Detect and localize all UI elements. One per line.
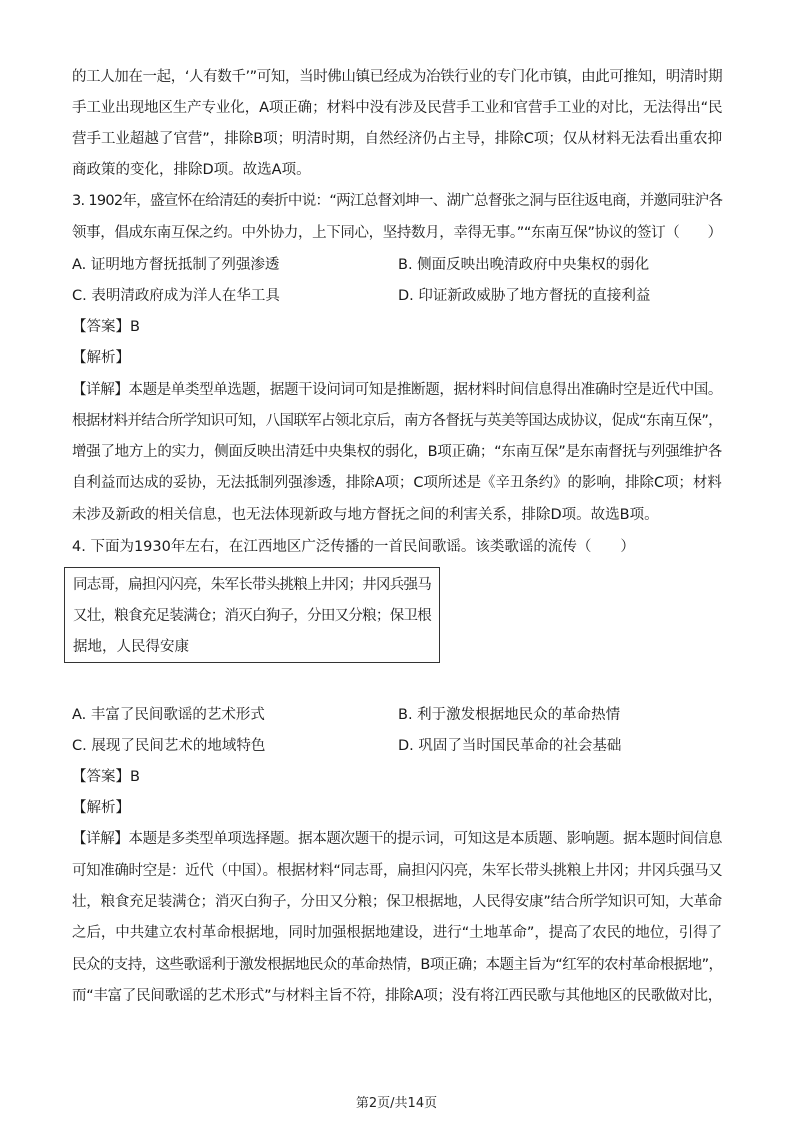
q4-quote-line-1: 同志哥，扁担闪闪亮，朱军长带头挑粮上井冈；井冈兵强马 [73,577,431,593]
q3-option-d: D. 印证新政威胁了地方督抚的直接利益 [398,288,651,304]
q4-detail-line-3: 壮，粮食充足装满仓；消灭白狗子，分田又分粮；保卫根据地，人民得安康”结合所学知识可知，大革命 [72,894,723,910]
q3-option-a: A. 证明地方督抚抵制了列强渗透 [72,257,280,273]
q3-analysis-label: 【解析】 [72,350,130,366]
q4-quote-box [64,567,440,663]
q4-option-a: A. 丰富了民间歌谣的艺术形式 [72,707,265,723]
intro-line-2: 手工业出现地区生产专业化，A项正确；材料中没有涉及民营手工业和官营手工业的对比，无法得出“民 [72,100,723,116]
q4-stem: 4. 下面为1930年左右，在江西地区广泛传播的一首民间歌谣。该类歌谣的流传（ ） [72,539,635,555]
q3-stem-line-2: 领事，倡成东南互保之约。中外协力，上下同心，坚持数月，幸得无事。”“东南互保”协议的签订（ ） [72,225,722,241]
q3-detail-line-5: 未涉及新政的相关信息，也无法体现新政与地方督抚之间的利害关系，排除D项。故选B项。 [72,507,659,523]
q4-quote-line-3: 据地，人民得安康 [73,639,189,655]
q3-detail-line-4: 自利益而达成的妥协，无法抵制列强渗透，排除A项；C项所述是《辛丑条约》的影响，排除C项；材料 [72,475,722,491]
q3-option-c: C. 表明清政府成为洋人在华工具 [72,288,280,304]
q4-detail-line-1: 【详解】本题是多类型单项选择题。据本题次题干的提示词，可知这是本质题、影响题。据本题时间信息 [72,831,722,847]
q4-detail-line-4: 之后，中共建立农村革命根据地，同时加强根据地建设，进行“土地革命”，提高了农民的地位，引得了 [72,925,723,941]
q3-detail-line-1: 【详解】本题是单类型单选题，据题干设问词可知是推断题，据材料时间信息得出准确时空是近代中国。 [72,382,722,398]
intro-line-3: 营手工业超越了官营”，排除B项；明清时期，自然经济仍占主导，排除C项；仅从材料无法看出重农抑 [72,131,723,147]
q3-stem-line-1: 3. 1902年，盛宣怀在给清廷的奏折中说：“两江总督刘坤一、湖广总督张之洞与臣往返电商，并邀同驻沪各 [72,193,723,209]
q3-answer: 【答案】B [72,319,140,335]
q4-answer: 【答案】B [72,769,140,785]
q4-option-b: B. 利于激发根据地民众的革命热情 [398,707,621,723]
q4-detail-line-6: 而“丰富了民间歌谣的艺术形式”与材料主旨不符，排除A项；没有将江西民歌与其他地区的民歌做对比， [72,988,722,1004]
q3-detail-line-3: 增强了地方上的实力，侧面反映出清廷中央集权的弱化，B项正确；“东南互保”是东南督抚与列强维护各 [72,444,722,460]
intro-line-1: 的工人加在一起，‘人有数千’”可知，当时佛山镇已经成为冶铁行业的专门化市镇，由此可推知，明清时期 [72,69,723,85]
q4-option-d: D. 巩固了当时国民革命的社会基础 [398,738,622,754]
intro-line-4: 商政策的变化，排除D项。故选A项。 [72,162,311,178]
q3-option-b: B. 侧面反映出晚清政府中央集权的弱化 [398,257,650,273]
q4-analysis-label: 【解析】 [72,800,130,816]
q4-quote-line-2: 又壮，粮食充足装满仓；消灭白狗子，分田又分粮；保卫根 [73,608,431,624]
q4-detail-line-5: 民众的支持，这些歌谣利于激发根据地民众的革命热情，B项正确；本题主旨为“红军的农村革命根据地”， [72,957,723,973]
q4-detail-line-2: 可知准确时空是：近代（中国）。根据材料“同志哥，扁担闪闪亮，朱军长带头挑粮上井冈；井冈兵强马又 [72,863,723,879]
q4-option-c: C. 展现了民间艺术的地域特色 [72,738,266,754]
q3-detail-line-2: 根据材料并结合所学知识可知，八国联军占领北京后，南方各督抚与英美等国达成协议，促成“东南互保”， [72,413,723,429]
page-footer: 第2页/共14页 [355,1096,438,1111]
